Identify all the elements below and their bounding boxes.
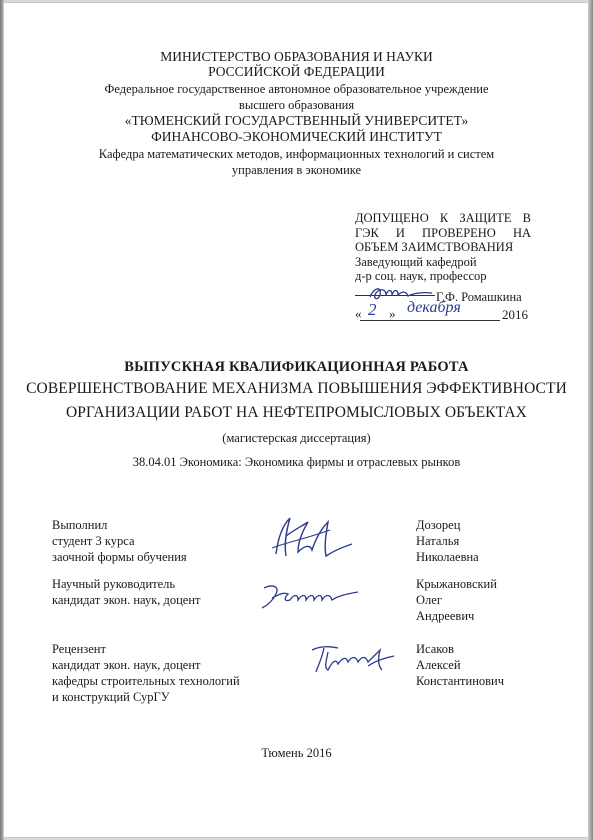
department-line-2: управления в экономике — [231, 163, 362, 177]
approval-date-open: « — [355, 306, 362, 321]
work-title-line-2: ОРГАНИЗАЦИИ РАБОТ НА НЕФТЕПРОМЫСЛОВЫХ ОБЪЕКТАХ — [66, 404, 527, 421]
approval-line-1: ДОПУЩЕНО К ЗАЩИТЕ В — [355, 211, 531, 225]
performer-role-line-3: заочной формы обучения — [52, 550, 187, 564]
supervisor-signature — [258, 580, 362, 614]
reviewer-role — [52, 641, 240, 705]
approval-date-year: 2016 — [502, 307, 528, 322]
university-name: «ТЮМЕНСКИЙ ГОСУДАРСТВЕННЫЙ УНИВЕРСИТЕТ» — [124, 113, 469, 128]
supervisor-role-line-2: кандидат экон. наук, доцент — [52, 593, 201, 607]
ministry-line-2: РОССИЙСКОЙ ФЕДЕРАЦИИ — [208, 64, 385, 79]
approval-line-5: д-р соц. наук, профессор — [355, 269, 487, 283]
department-line-1: Кафедра математических методов, информационных технологий и систем — [98, 147, 495, 161]
institution-type-line-2: высшего образования — [238, 98, 355, 112]
reviewer-role-line-3: кафедры строительных технологий — [52, 674, 240, 688]
work-type: ВЫПУСКНАЯ КВАЛИФИКАЦИОННАЯ РАБОТА — [124, 359, 469, 375]
ministry-line-1: МИНИСТЕРСТВО ОБРАЗОВАНИЯ И НАУКИ — [160, 49, 433, 64]
supervisor-name-line-3: Андреевич — [416, 609, 475, 623]
approval-signature — [368, 283, 434, 303]
reviewer-name-line-3: Константинович — [416, 674, 505, 688]
performer-role-line-1: Выполнил — [52, 518, 108, 532]
performer-name — [416, 517, 479, 565]
approval-line-4: Заведующий кафедрой — [355, 254, 477, 269]
reviewer-name-line-1: Исаков — [416, 642, 454, 656]
city-year: Тюмень 2016 — [261, 746, 332, 760]
reviewer-name — [416, 641, 504, 689]
approval-date-mid: » — [389, 306, 396, 321]
supervisor-role-line-1: Научный руководитель — [52, 577, 176, 591]
reviewer-role-line-2: кандидат экон. наук, доцент — [52, 658, 201, 672]
supervisor-name-line-2: Олег — [416, 593, 442, 607]
approval-signer-name: Г.Ф. Ромашкина — [436, 290, 522, 304]
institute-name: ФИНАНСОВО-ЭКОНОМИЧЕСКИЙ ИНСТИТУТ — [151, 129, 442, 144]
supervisor-name — [416, 576, 497, 624]
performer-name-line-2: Наталья — [416, 534, 460, 548]
approval-date-month: декабря — [407, 299, 461, 316]
reviewer-role-line-1: Рецензент — [52, 642, 106, 656]
performer-signature — [268, 508, 360, 562]
reviewer-signature — [308, 640, 396, 676]
institution-type-line-1: Федеральное государственное автономное образовательное учреждение — [104, 82, 489, 96]
approval-block — [355, 211, 531, 284]
supervisor-role — [52, 576, 201, 608]
performer-name-line-3: Николаевна — [416, 550, 479, 564]
approval-date-underline — [360, 320, 500, 321]
approval-line-2: ГЭК И ПРОВЕРЕНО НА — [355, 225, 531, 240]
work-title-line-1: СОВЕРШЕНСТВОВАНИЕ МЕХАНИЗМА ПОВЫШЕНИЯ ЭФФЕКТИВНОСТИ — [26, 380, 567, 397]
approval-date-day: 2 — [368, 300, 377, 319]
study-program: 38.04.01 Экономика: Экономика фирмы и отраслевых рынков — [132, 455, 461, 469]
reviewer-name-line-2: Алексей — [416, 658, 461, 672]
work-kind: (магистерская диссертация) — [222, 431, 371, 445]
supervisor-name-line-1: Крыжановский — [416, 577, 497, 591]
reviewer-role-line-4: и конструкций СурГУ — [52, 690, 170, 704]
performer-name-line-1: Дозорец — [416, 518, 461, 532]
performer-role-line-2: студент 3 курса — [52, 534, 135, 548]
performer-role — [52, 517, 187, 565]
approval-line-3: ОБЪЕМ ЗАИМСТВОВАНИЯ — [355, 240, 514, 254]
